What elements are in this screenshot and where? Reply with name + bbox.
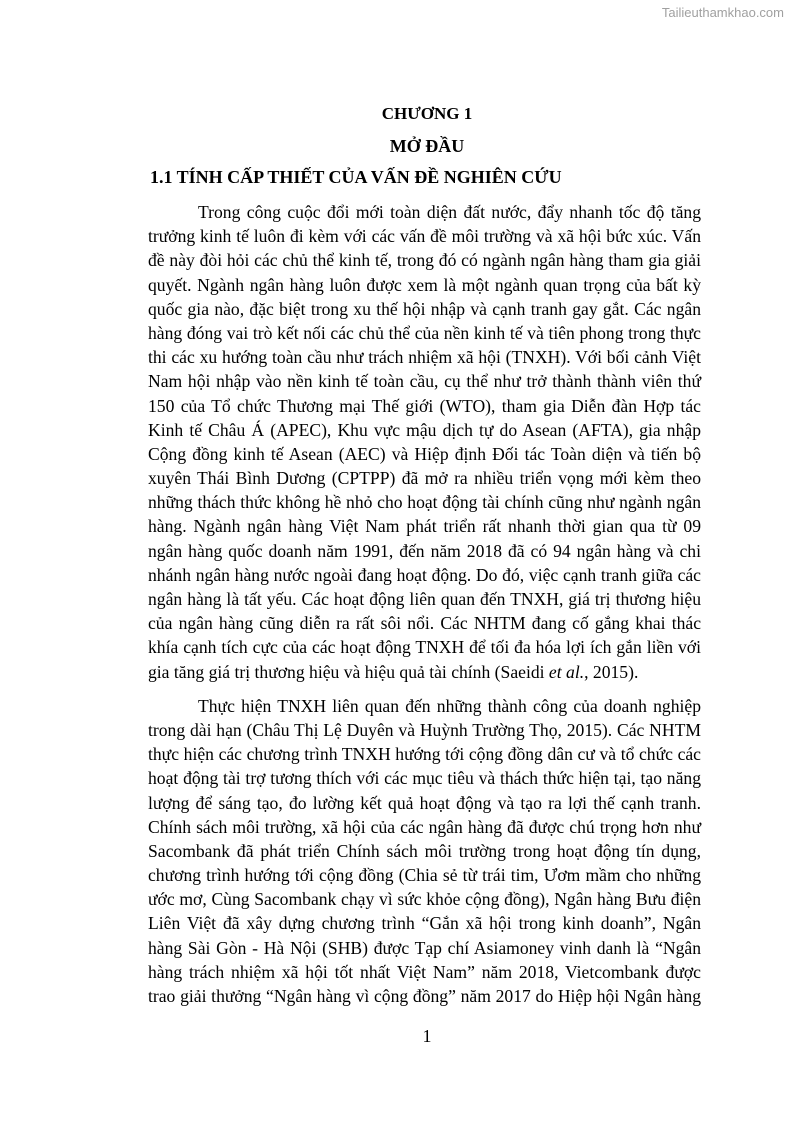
text-line: Cộng đồng kinh tế Asean (AEC) và Hiệp định Đối tác Toàn diện và tiến bộ bbox=[148, 443, 701, 464]
text-line: quốc gia nào, đặc biệt trong xu thế hội nhập và cạnh tranh gay gắt. Các ngân bbox=[148, 298, 701, 319]
body-text bbox=[148, 200, 701, 1008]
text-line: hàng. Ngành ngân hàng Việt Nam phát triển rất nhanh thời gian qua từ 09 bbox=[148, 516, 701, 537]
text-span: , 2015). bbox=[584, 661, 639, 682]
watermark: Tailieuthamkhao.com bbox=[661, 5, 784, 20]
text-line: ước mơ, Cùng Sacombank chạy vì sức khỏe cộng đồng), Ngân hàng Bưu điện bbox=[148, 889, 701, 910]
text-line: Kinh tế Châu Á (APEC), Khu vực mậu dịch tự do Asean (AFTA), gia nhập bbox=[148, 419, 701, 440]
text-line: Liên Việt đã xây dựng chương trình “Gắn xã hội trong kinh doanh”, Ngân bbox=[148, 913, 701, 934]
italic-citation: et al. bbox=[548, 661, 585, 682]
text-line: Nam hội nhập vào nền kinh tế toàn cầu, cụ thể như trở thành thành viên thứ bbox=[148, 371, 701, 392]
chapter-heading: CHƯƠNG 1 bbox=[381, 104, 473, 123]
text-line: thực hiện các chương trình TNXH hướng tới cộng đồng dân cư và tổ chức các bbox=[148, 744, 701, 765]
paragraph-1 bbox=[148, 200, 701, 684]
text-line: nhánh ngân hàng nước ngoài đang hoạt động. Do đó, việc cạnh tranh giữa các bbox=[148, 564, 701, 585]
text-line: trong dài hạn (Châu Thị Lệ Duyên và Huỳnh Trường Thọ, 2015). Các NHTM bbox=[148, 719, 701, 740]
text-line: hoạt động tài trợ tương thích với các mục tiêu và thách thức hiện tại, tạo năng bbox=[148, 768, 701, 789]
text-line: ngân hàng là tất yếu. Các hoạt động liên quan đến TNXH, giá trị thương hiệu bbox=[148, 589, 701, 609]
text-line: Sacombank đã phát triển Chính sách môi trường trong hoạt động tín dụng, bbox=[148, 840, 701, 861]
text-line-last bbox=[148, 660, 701, 684]
text-line: hàng Sài Gòn - Hà Nội (SHB) được Tạp chí Asiamoney vinh danh là “Ngân bbox=[148, 937, 701, 958]
text-line: đề này đòi hỏi các chủ thể kinh tế, trong đó có ngành ngân hàng tham gia giải bbox=[148, 250, 701, 271]
text-line: của ngân hàng cũng diễn ra rất sôi nổi. Các NHTM đang cố gắng khai thác bbox=[148, 613, 701, 634]
text-line: Trong công cuộc đổi mới toàn diện đất nước, đẩy nhanh tốc độ tăng bbox=[198, 202, 701, 222]
chapter-title: MỞ ĐẦU bbox=[389, 136, 465, 156]
text-line: ngân hàng quốc doanh năm 1991, đến năm 2018 đã có 94 ngân hàng và chi bbox=[148, 540, 701, 561]
paragraph-2 bbox=[148, 694, 701, 1008]
text-line: hàng trách nhiệm xã hội tốt nhất Việt Nam” năm 2018, Vietcombank được bbox=[148, 961, 701, 982]
text-line: hàng đóng vai trò kết nối các chủ thể của nền kinh tế và tiên phong trong thực bbox=[148, 322, 701, 343]
text-line: trao giải thưởng “Ngân hàng vì cộng đồng” năm 2017 do Hiệp hội Ngân hàng bbox=[148, 986, 701, 1006]
text-line: khía cạnh tích cực của các hoạt động TNXH để tối đa hóa lợi ích gắn liền với bbox=[148, 637, 701, 658]
text-span: gia tăng giá trị thương hiệu và hiệu quả tài chính (Saeidi bbox=[148, 661, 549, 682]
text-line: Thực hiện TNXH liên quan đến những thành công của doanh nghiệp bbox=[198, 695, 701, 716]
text-line: quyết. Ngành ngân hàng luôn được xem là một ngành quan trọng của bất kỳ bbox=[148, 274, 701, 295]
page-number: 1 bbox=[422, 1026, 432, 1046]
text-line: xuyên Thái Bình Dương (CPTPP) đã mở ra nhiều triển vọng mới kèm theo bbox=[148, 468, 701, 489]
text-line: chương trình hướng tới cộng đồng (Chia sẻ từ trái tim, Ươm mầm cho những bbox=[148, 865, 701, 886]
text-line: trưởng kinh tế luôn đi kèm với các vấn đề môi trường và xã hội bức xúc. Vấn bbox=[148, 226, 701, 247]
text-line: Chính sách môi trường, xã hội của các ngân hàng đã được chú trọng hơn như bbox=[148, 816, 701, 837]
text-line: những thách thức không hề nhỏ cho hoạt động tài chính cũng như ngành ngân bbox=[148, 492, 701, 513]
text-line: thi các xu hướng toàn cầu như trách nhiệm xã hội (TNXH). Với bối cảnh Việt bbox=[148, 347, 701, 368]
text-line: 150 của Tổ chức Thương mại Thế giới (WTO), tham gia Diễn đàn Hợp tác bbox=[148, 395, 701, 416]
section-heading: 1.1 TÍNH CẤP THIẾT CỦA VẤN ĐỀ NGHIÊN CỨU bbox=[150, 167, 562, 187]
text-line: lượng để sáng tạo, đo lường kết quả hoạt động và tạo ra lợi thế cạnh tranh. bbox=[148, 792, 701, 813]
